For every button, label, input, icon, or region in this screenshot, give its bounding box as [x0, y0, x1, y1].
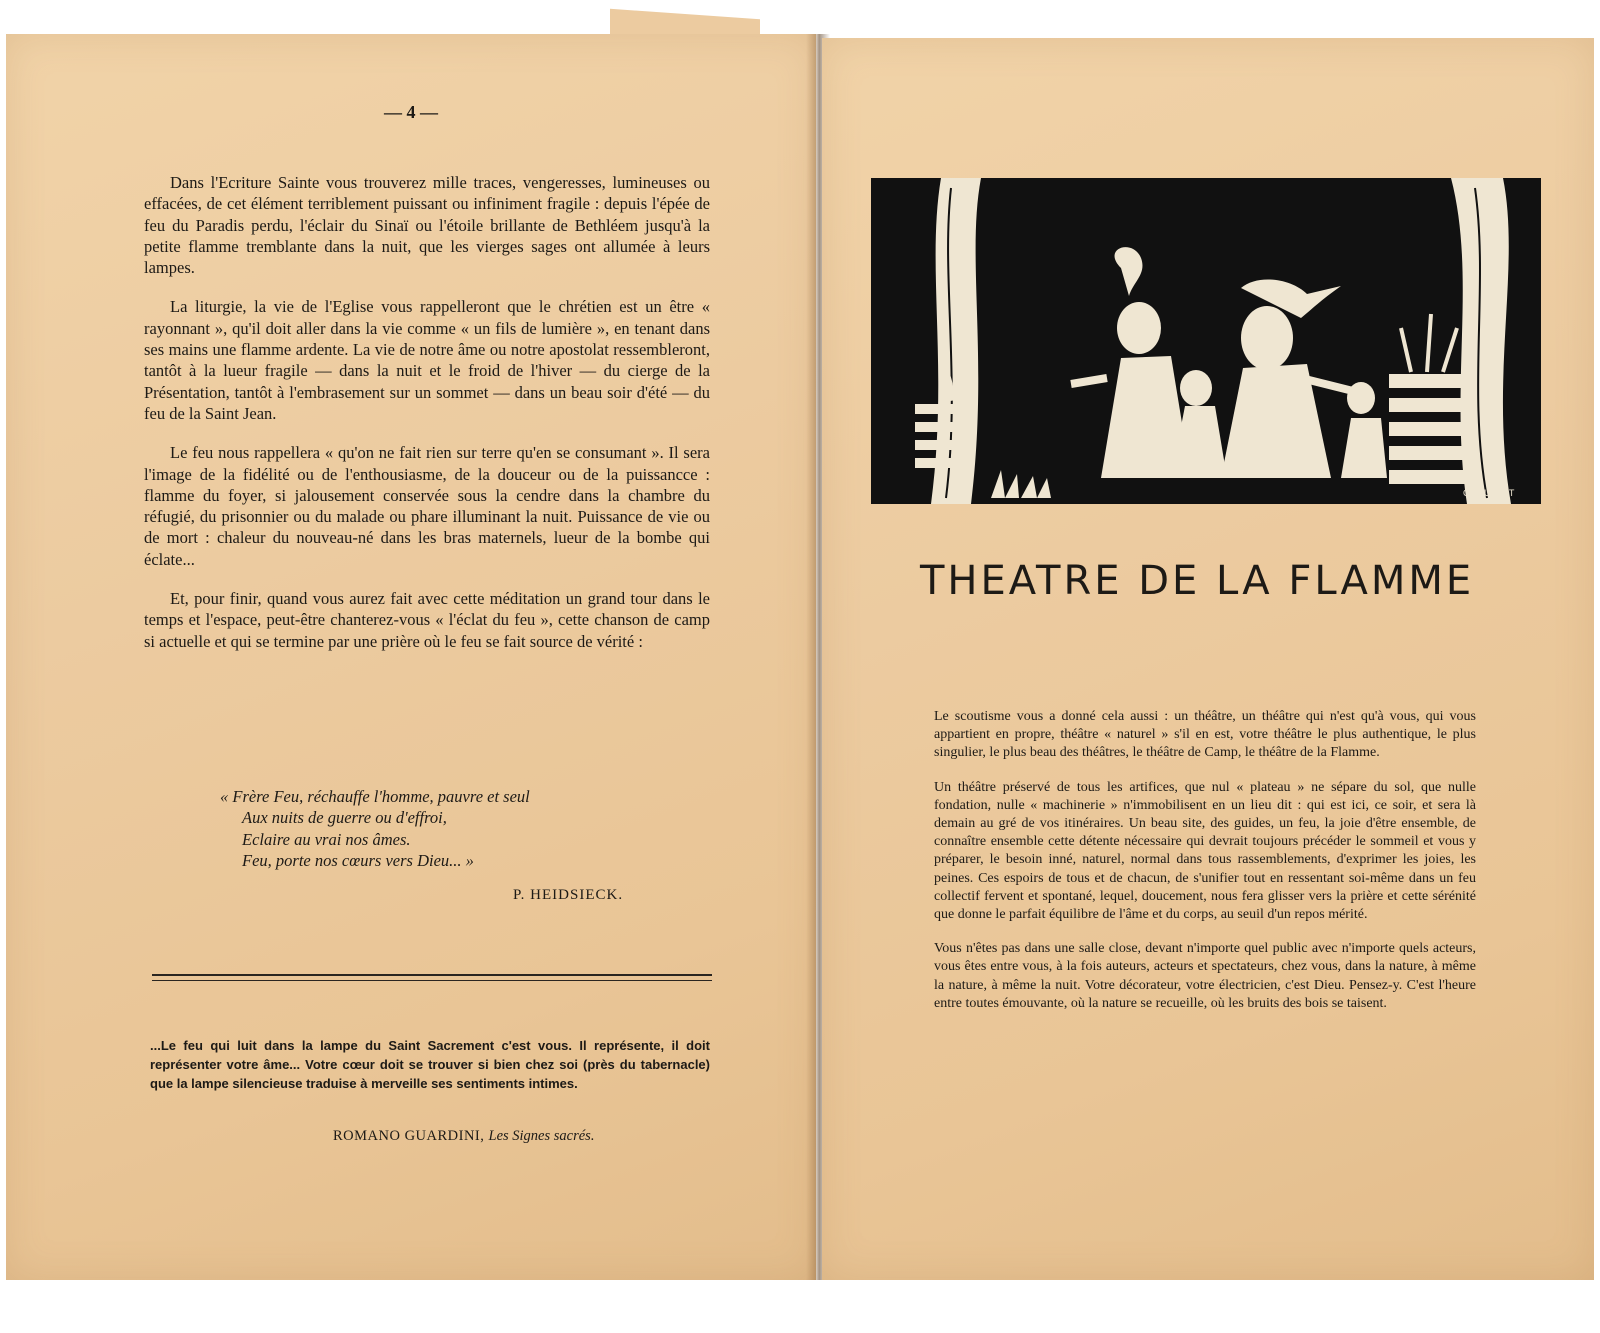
paragraph: Vous n'êtes pas dans une salle close, devant n'importe quel public avec n'importe quels acteurs, vous êtes entre vous, à la fois auteurs, acteurs et spectateurs, chez vous, dans la nature, à même la nature, à même la nuit. Votre décorateur, votre électricien, c'est Dieu. Pensez-y. C'est l'heure entre toutes émouvante, où la nature se recueille, où les bruits des bois se taisent. — [934, 941, 1476, 1011]
illustration-signature: G.JOUBERT — [1463, 488, 1515, 498]
divider-rule-thin — [152, 980, 712, 981]
paragraph: Un théâtre préservé de tous les artifices, que nul « plateau » ne sépare du sol, que nulle fondation, nulle « machinerie » n'immobilisent en un lieu dit : qui est ici, ce soir, et sera là demain au gré de vos itinéraires. Un beau site, des guides, un feu, la joie d'être ensemble, de connaître ensemble cette détente nécessaire qui devrait toujours précéder le sommeil et vous y préparer, le besoin inné, naturel, normal dans tous rassemblements, d'exprimer les joies, les peines. Ces espoirs de tous et de chacun, de s'unifier tout en ressentant soi-même dans un feu collectif fervent et spontané, lequel, doucement, nous fera glisser vers la prière et cette sérénité que donne le parfait équilibre de l'âme et du corps, au seuil d'un repos mérité. — [934, 779, 1476, 923]
paragraph: Le feu nous rappellera « qu'on ne fait rien sur terre qu'en se consumant ». Il sera l'image de la fidélité ou de l'enthousiasme, de la douceur ou de la puissancce : flamme du foyer, si jalousement conservée sous la cendre dans la chambre du réfugié, du prisonnier ou du malade ou phare illuminant la nuit. Puissance de vie ou de mort : chaleur du nouveau-né dans les bras maternels, lueur de la bombe qui éclate... — [144, 443, 710, 569]
divider-rule — [152, 974, 712, 976]
paragraph: Dans l'Ecriture Sainte vous trouverez mille traces, vengeresses, lumineuses ou effacées, de cet élément terriblement puissant ou infiniment fragile : depuis l'épée de feu du Paradis perdu, l'éclair du Sinaï ou l'étoile brillante de Bethléem jusqu'à la petite flamme tremblante dans la nuit, que les vierges sages ont allumée à leurs lampes. — [144, 173, 710, 278]
guardini-quote: ...Le feu qui luit dans la lampe du Saint Sacrement c'est vous. Il représente, il doit représenter votre âme... Votre cœur doit se trouver si bien chez soi (près du tabernacle) que la lampe silencieuse traduise à merveille ses sentiments intimes. — [150, 1038, 710, 1091]
poem — [220, 786, 530, 871]
left-page-text — [144, 172, 710, 670]
right-page-text — [934, 708, 1476, 1029]
paragraph: Et, pour finir, quand vous aurez fait avec cette méditation un grand tour dans le temps et l'espace, peut-être chanterez-vous « l'éclat du feu », cette chanson de camp si actuelle et qui se termine par une prière où le feu se fait source de vérité : — [144, 589, 710, 651]
poem-line: Feu, porte nos cœurs vers Dieu... » — [242, 850, 474, 870]
poem-line: Eclaire au vrai nos âmes. — [242, 829, 411, 849]
section-title: THEATRE DE LA FLAMME — [920, 558, 1475, 604]
quote-work: Les Signes sacrés. — [488, 1128, 595, 1144]
author-signature: P. HEIDSIECK. — [513, 887, 624, 903]
quote-author: ROMANO GUARDINI, — [333, 1128, 485, 1144]
theatre-illustration — [871, 178, 1541, 504]
left-curtain — [931, 178, 981, 504]
paragraph: La liturgie, la vie de l'Eglise vous rappelleront que le chrétien est un être « rayonnant », qu'il doit aller dans la vie comme « un fils de lumière », en tenant dans ses mains une flamme ardente. La vie de notre âme ou notre apostolat ressembleront, tantôt à la lueur fragile — dans la nuit et le froid de l'hiver — du cierge de la Présentation, tantôt à l'embrasement sur un sommet — dans un beau soir d'été — du feu de la Saint Jean. — [144, 297, 710, 423]
quote-attribution — [333, 1128, 594, 1145]
page-number: — 4 — — [384, 102, 438, 122]
poem-line: « Frère Feu, réchauffe l'homme, pauvre et seul — [220, 787, 530, 806]
paragraph: Le scoutisme vous a donné cela aussi : un théâtre, un théâtre qui n'est qu'à vous, qui vous appartient en propre, théâtre « naturel » s'il en est, votre théâtre le plus authentique, le plus singulier, le plus beau des théâtres, le théâtre de Camp, le théâtre de la Flamme. — [934, 709, 1476, 761]
poem-line: Aux nuits de guerre ou d'effroi, — [242, 808, 447, 828]
